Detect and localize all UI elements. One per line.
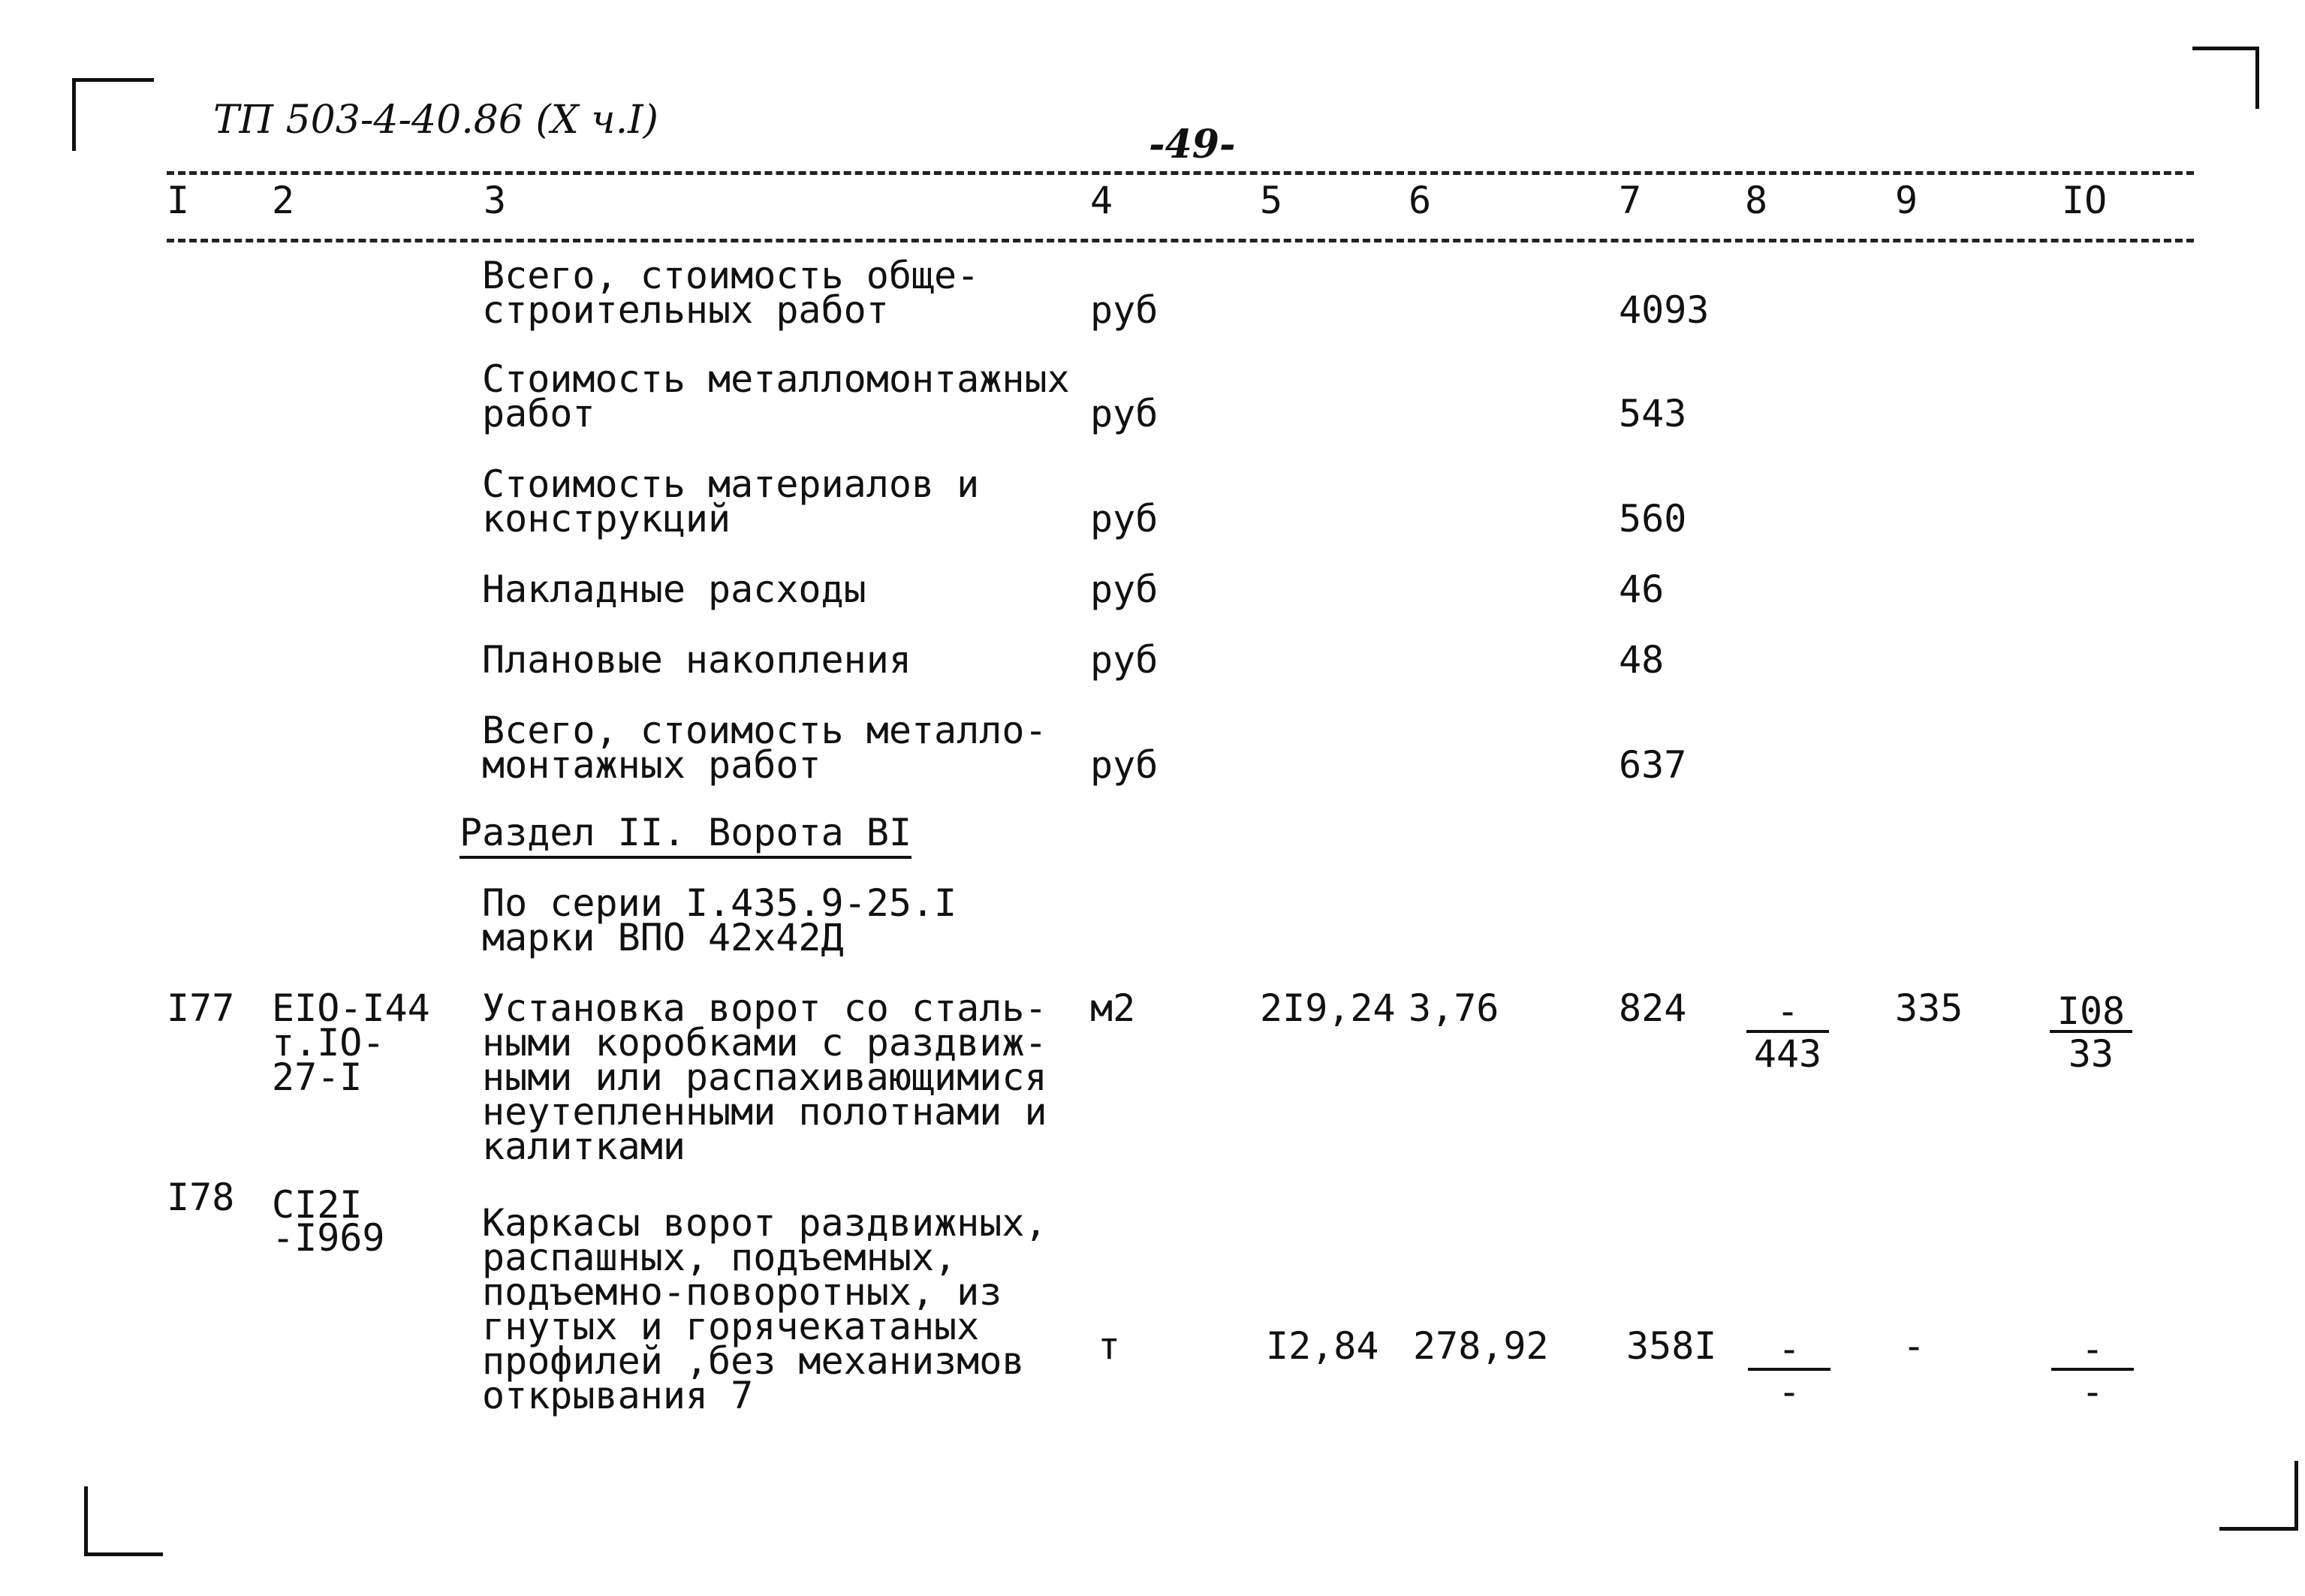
item-name-line: подъемно-поворотных, из [482, 1270, 1002, 1314]
item-col9: 335 [1895, 986, 1963, 1030]
summary-name-line: Плановые накопления [482, 638, 911, 682]
corner-mark-top-left [72, 78, 154, 151]
item-name-line: распашных, подъемных, [482, 1236, 957, 1279]
column-header: 6 [1409, 179, 1432, 222]
summary-total: 46 [1619, 568, 1665, 611]
summary-name-line: Всего, стоимость обще- [482, 254, 980, 297]
section-title [459, 811, 912, 854]
item-col10-fraction [2050, 989, 2132, 1076]
item-col9: - [1903, 1324, 1926, 1368]
summary-name-line: конструкций [482, 497, 731, 541]
page-number: -49- [1149, 122, 1236, 167]
fraction-numerator: - [1746, 992, 1829, 1033]
document-code: ТП 503-4-40.86 (X ч.I) [213, 98, 658, 143]
item-col10-fraction [2051, 1327, 2134, 1414]
item-unit: т [1098, 1324, 1121, 1368]
corner-mark-top-right [2192, 47, 2259, 109]
item-name-line: ными или распахивающимися [482, 1055, 1047, 1099]
summary-name-line: Накладные расходы [482, 568, 866, 611]
item-total: 824 [1619, 986, 1687, 1030]
section-subtitle-line: марки ВПО 42х42Д [482, 916, 844, 959]
fraction-numerator: I08 [2050, 992, 2132, 1033]
item-number: I77 [167, 986, 235, 1030]
summary-unit: руб [1090, 288, 1159, 332]
summary-name-line: Стоимость металломонтажных [482, 357, 1070, 401]
fraction-numerator: - [2051, 1330, 2134, 1371]
item-code-line: т.IO- [272, 1021, 385, 1065]
summary-name-line: работ [482, 392, 595, 435]
item-code-line: 27-I [272, 1055, 363, 1099]
fraction-denominator: 33 [2068, 1032, 2114, 1076]
summary-total: 560 [1619, 497, 1687, 541]
item-name-line: профилей ,без механизмов [482, 1339, 1025, 1383]
item-unit-price: 278,92 [1413, 1324, 1549, 1368]
column-header: 3 [484, 179, 507, 222]
fraction-denominator: - [2081, 1370, 2105, 1414]
item-number: I78 [167, 1176, 235, 1219]
item-code-line: EIO-I44 [272, 986, 430, 1030]
item-unit-price: 3,76 [1409, 986, 1499, 1030]
column-header: 9 [1895, 179, 1918, 222]
section-subtitle-line: По серии I.435.9-25.I [482, 881, 957, 925]
item-col8-fraction [1748, 1327, 1830, 1414]
item-name-line: неутепленными полотнами и [482, 1090, 1047, 1134]
summary-unit: руб [1090, 497, 1159, 541]
item-code-line: -I969 [272, 1216, 385, 1260]
item-quantity: 2I9,24 [1260, 986, 1396, 1030]
column-header: 2 [272, 179, 295, 222]
summary-unit: руб [1090, 568, 1159, 611]
summary-name-line: монтажных работ [482, 743, 821, 787]
fraction-denominator: - [1777, 1370, 1801, 1414]
summary-total: 4093 [1619, 288, 1710, 332]
item-name-line: калитками [482, 1125, 685, 1168]
item-col8-fraction [1746, 989, 1829, 1076]
summary-total: 48 [1619, 638, 1665, 682]
summary-unit: руб [1090, 392, 1159, 435]
summary-unit: руб [1090, 743, 1159, 787]
item-name-line: Каркасы ворот раздвижных, [482, 1201, 1047, 1245]
summary-total: 637 [1619, 743, 1687, 787]
item-quantity: I2,84 [1266, 1324, 1379, 1368]
summary-unit: руб [1090, 638, 1159, 682]
column-header: 7 [1619, 179, 1642, 222]
section-title-text: Раздел II. Ворота BI [459, 811, 911, 859]
column-header: 8 [1745, 179, 1768, 222]
item-name-line: гнутых и горячекатаных [482, 1305, 980, 1348]
header-rule-top [167, 171, 2194, 175]
header-rule-bottom [167, 239, 2194, 242]
summary-total: 543 [1619, 392, 1687, 435]
item-code-line: CI2I [272, 1183, 363, 1227]
column-header: 5 [1260, 179, 1283, 222]
fraction-numerator: - [1748, 1330, 1830, 1371]
column-header: IO [2062, 179, 2108, 222]
column-header: I [167, 179, 190, 222]
item-name-line: Установка ворот со сталь- [482, 986, 1047, 1030]
corner-mark-bottom-left [84, 1486, 163, 1556]
corner-mark-bottom-right [2219, 1461, 2298, 1531]
column-header: 4 [1090, 179, 1113, 222]
summary-name-line: строительных работ [482, 288, 889, 332]
item-name-line: открывания 7 [482, 1374, 754, 1417]
item-unit: м2 [1090, 986, 1136, 1030]
item-name-line: ными коробками с раздвиж- [482, 1021, 1047, 1065]
fraction-denominator: 443 [1753, 1032, 1822, 1076]
summary-name-line: Стоимость материалов и [482, 462, 980, 506]
item-total: 358I [1626, 1324, 1717, 1368]
summary-name-line: Всего, стоимость металло- [482, 709, 1047, 752]
